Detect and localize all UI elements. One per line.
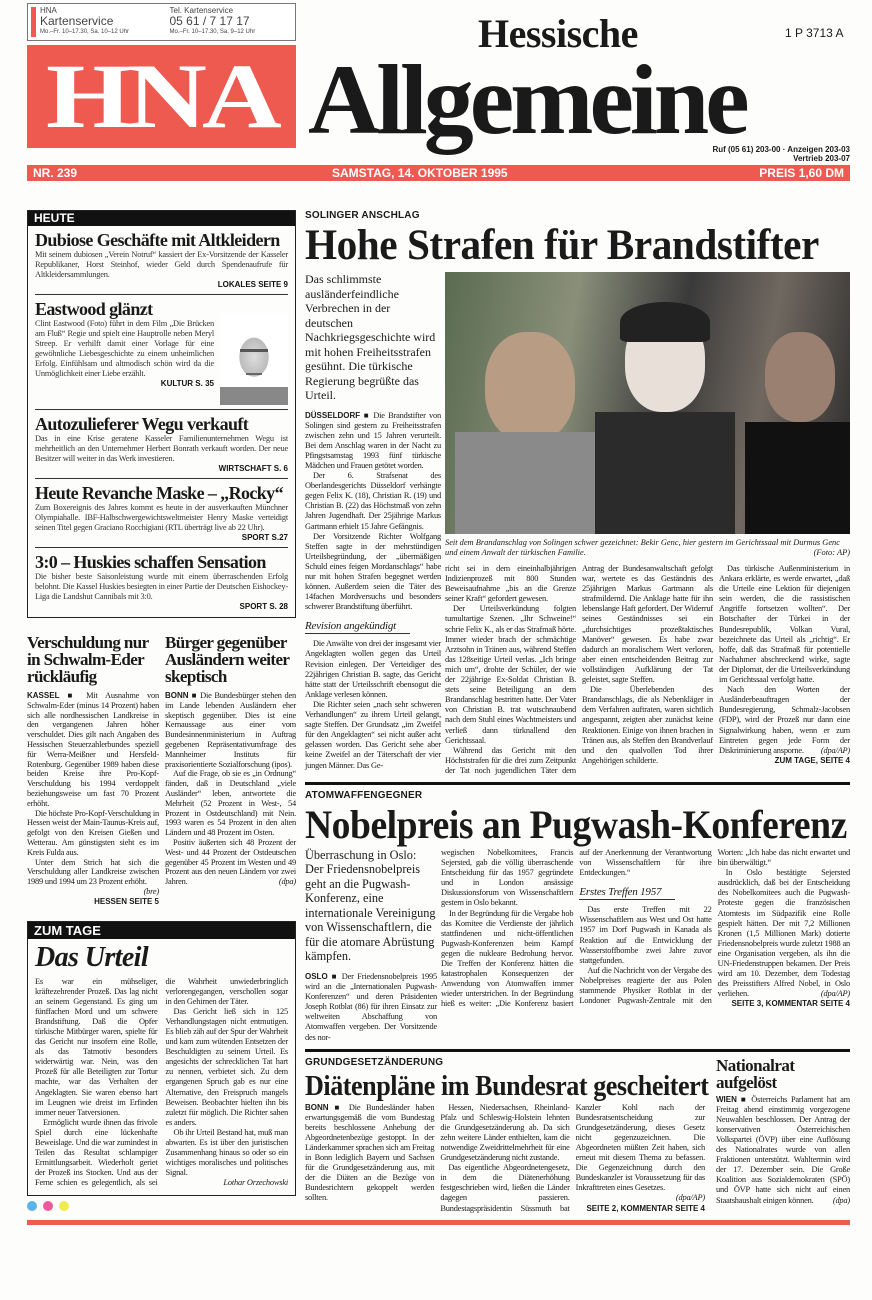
paragraph (579, 905, 711, 966)
dateline: OSLO ■ (305, 971, 339, 981)
kartenservice-sticker: HNA Kartenservice Mo.–Fr. 10–17.30, Sa. 10–12 Uhr Tel. Kartenservice 05 61 / 7 17 17 Mo.–Fr. 10–17.30, Sa. 9–12 Uhr (27, 3, 296, 41)
heute-label: HEUTE (28, 211, 295, 226)
paragraph-text: Der Urteilsverkündung folgten tumultartige Szenen. „Ihr Schweine!“ schrie Felix K., als er das Strafmaß hörte. Immer wieder brach der schmächtige Arztsohn in Tränen aus, während Steffen das 128seitige Urteil verlas. „Ich bringe mich um“, drohte der Schüler, der wie der 22jährige Ex-Soldat Christian B. stets seine Beteiligung an dem Brandanschlag bestritten hatte. Der Vater von Christian B. trat wutschnaubend nach dem Stuhl eines Wachtmeisters und verließ dann türknallend den Gerichtssaal. (445, 604, 576, 745)
source-credit: (dpa) (832, 1195, 850, 1205)
zum-tage-label: ZUM TAGE (28, 922, 295, 939)
paragraph-text: Die Richter seien „nach sehr schweren Verhandlungen“ zu ihrem Urteil gelangt, sagte Steffen. Der Grundsatz „im Zweifel für den Angeklagten“ sei nicht außer acht gelassen worden. Das Gericht sehe aber keine Zweifel an der Täterschaft der vier jungen Männer. Das Ge- (305, 699, 441, 770)
paragraph (582, 685, 713, 766)
right-column (305, 206, 850, 1214)
price: PREIS 1,60 DM (759, 166, 844, 180)
paragraph-text: Mit Ausnahme von Schwalm-Eder (minus 14 Prozent) haben sich alle nordhessischen Landkreise in den vergangenen Jahren höher verschuldet. Dies gilt nach Angaben des Hessischen Steuerzahlerbundes speziell für Werra-Meißner und Hersfeld-Rotenburg. Gegenüber 1989 haben diese beiden Kreise ihre Pro-Kopf-Verschuldung bis 1994 verdoppelt beziehungsweise um fast 70 Prozent erhöht. (27, 691, 159, 808)
paragraph-text: Die Brandstifter von Solingen sind gestern zu Freiheitsstrafen zwischen zehn und 15 Jahren verurteilt. Bei dem Anschlag waren in der Nacht zu Pfingstsamstag 1993 fünf türkische Mädchen und Frauen getötet worden. (305, 410, 441, 470)
teaser-item[interactable]: Eastwood glänzt Clint Eastwood (Foto) führt in dem Film „Die Brücken am Fluß“ Regie und spielt eine Hauptrolle neben Meryl Streep. Er verhilft damit einer Vorlage für eine gewöhnliche Liebesgeschichte zu einem unheimlichen Erfolg. Einfühlsam und altmodisch schön wird da die Unmöglichkeit einer Liebe erzählt. KULTUR S. 35 (35, 299, 288, 405)
date-bar (27, 165, 850, 181)
paragraph (165, 769, 296, 838)
page-content (27, 206, 850, 1225)
teaser-item[interactable]: Heute Revanche Maske – „Rocky“ Zum Boxereignis des Jahres kommt es heute in der ausverkauften Münchner Olympiahalle. IBF-Halbschwergewichtsweltmeister Henry Maske verteidigt seinen Titel gegen Graciano Rocchigiani (RTL überträgt live ab 22 Uhr). SPORT S.27 (35, 483, 288, 542)
diaeten-kicker: GRUNDGESETZÄNDERUNG (305, 1056, 444, 1068)
subheading: Revision angekündigt (305, 619, 410, 634)
paragraph (716, 1095, 850, 1206)
paragraph (27, 809, 159, 858)
paragraph-text: Die Anwälte von drei der insgesamt vier Angeklagten wollen gegen das Urteil Revision einlegen. Der Verteidiger des 22jährigen Christian B. sagte, das Gericht hätte statt der Urteilsschrift ebensogut die Anklage verlesen können. (305, 639, 441, 699)
paragraph (305, 411, 441, 472)
author: Lothar Orzechowski (223, 1178, 288, 1188)
diaeten-body (305, 1103, 705, 1214)
divider (305, 1049, 850, 1052)
diaeten-headline[interactable]: Diätenpläne im Bundesrat gescheitert (305, 1069, 709, 1102)
article-headline[interactable]: Verschuldung nur in Schwalm-Eder rückläufig (27, 633, 149, 686)
paragraph (305, 471, 441, 532)
paragraph-text: Auf die Nachricht von der Vergabe des Nobelpreises reagierte der aus Polen stammende Physiker Rotblat in der Londoner Pugwash-Zentrale mit den Worten: „Ich habe das nicht erwartet und bin überwältigt.“ (579, 847, 850, 1006)
article-verschuldung (27, 634, 159, 907)
source-credit: (dpa/AP) (820, 745, 850, 755)
paragraph (305, 532, 441, 613)
paragraph-text: Ermöglicht wurde ihnen das frivole Spiel durch eine lückenhafte Beweislage. Und die war zumindest in Teilen das Resultat schlampiger Ermittlungsarbeit. Wiederholt geriet der Prozeß ins Stocken. Und aus der Ferne schien es gelegentlich, als sei die Wahrheit unwiederbringlich verlorengegangen, verschollen sogar in den Gehirnen der Täter. (35, 976, 288, 1188)
paragraph-text: Das erste Treffen mit 22 Wissenschaftlern aus West und Ost hatte 1957 im Dorf Pugwash in Kanada als Reaktion auf die Entwicklung der Wasserstoffbombe zwei Jahre zuvor stattgefunden. (579, 905, 712, 965)
article-diaeten (305, 1056, 709, 1214)
paragraph (166, 1128, 289, 1178)
article-nationalrat (716, 1057, 850, 1206)
article-headline[interactable]: Nationalrat aufgelöst (716, 1055, 795, 1092)
page-reference: SEITE 2, KOMMENTAR SEITE 4 (586, 1203, 705, 1213)
paragraph (27, 858, 159, 897)
paragraph (576, 1193, 705, 1203)
paragraph (445, 604, 576, 745)
paragraph (305, 1103, 434, 1204)
dateline: KASSEL ■ (27, 691, 79, 700)
paragraph-text: Unter dem Strich hat sich die Verschuldung aller Landkreise zwischen 1989 und 1994 um 23 Prozent erhöht. (27, 857, 159, 887)
heute-box (27, 210, 296, 618)
article-headline[interactable]: Bürger gegenüber Ausländern weiter skeptisch (165, 633, 290, 686)
paragraph: Es war ein mühseliger, kräftezehrender Prozeß. Das lag nicht an seinem Gegenstand. Es ging um fünffachen Mord und um schwere Brandstiftung. Daß die Opfer türkische Mitbürger waren, spielte für das Gericht nur insofern eine Rolle, als das Tatmotiv besonders widerwärtig war. Nein, was den Prozeß für alle Beteiligten zur Tortur machte, war das Verhalten der Angeklagten. Sie waren ebenso hart im Leugnen wie dreist im Erfinden immer neuer Tatversionen. (35, 976, 158, 1117)
left-column (27, 206, 296, 1211)
paragraph (718, 868, 850, 999)
source-credit: (dpa/AP) (820, 989, 850, 999)
source-credit: (bre) (143, 886, 159, 896)
source-credit: (dpa) (278, 877, 296, 887)
page-reference: SEITE 3, KOMMENTAR SEITE 4 (731, 999, 850, 1009)
nobel-kicker: ATOMWAFFENGEGNER (305, 789, 423, 801)
main-article (305, 272, 850, 776)
paragraph-text: Der 6. Strafsenat des Oberlandesgerichts Düsseldorf verhängte gegen Felix K. (18), Christian R. (19) und Christian B. (22) das Höchstmaß von zehn Jahren Jugendhaft. Der 25jährige Markus Gartmann erhielt 15 Jahre Gefängnis. (305, 471, 441, 531)
main-body-cols (445, 564, 850, 776)
bottom-rule (27, 1220, 850, 1225)
paragraph-text: Nach den Worten der Ausländerbeauftragen der Bundesregierung, Schmalz-Jacobsen (FDP), wird der Prozeß nur dann eine Signalwirkung haben, wenn er zum Eintreten gegen jede Form der Diskriminierung ansporne. (719, 685, 850, 755)
paragraph: richt sei in dem eineinhalbjährigen Indizienprozeß mit 800 Stunden Beweisaufnahme „bis an die Grenze seiner Kraft“ gefordert gewesen. (445, 564, 576, 604)
paragraph-text: Hessen, Niedersachsen, Rheinland-Pfalz und Schleswig-Holstein lehnten die Grundgesetzänderung ab. Da sich zehn weitere Länder enthielten, kam die notwendige Zweidrittelmehrheit für eine Grundgesetzänderung nicht zustande. (440, 1102, 570, 1163)
paragraph (165, 691, 296, 769)
nobel-headline[interactable]: Nobelpreis an Pugwash-Konferenz (305, 801, 847, 847)
left-articles (27, 634, 296, 907)
paragraph (166, 1007, 289, 1128)
source-credit: (dpa/AP) (675, 1193, 705, 1203)
paragraph-text: Ob ihr Urteil Bestand hat, muß man abwarten. Es ist über den juristischen Zusammenhang hinaus so oder so ein wichtiges moralisches und politisches Signal. (165, 1127, 288, 1178)
dateline: DÜSSELDORF ■ (305, 410, 370, 420)
masthead-title-small: Hessische (478, 11, 638, 56)
print-registration-marks (27, 1201, 296, 1211)
paragraph-text: Die Überlebenden des Brandanschlags, die als Nebenkläger in dem Verfahren auftraten, waren sichtlich angespannt, zeigten aber zunächst keine Reaktionen. Einige von ihnen brachen in Tränen aus, als Steffen den Brandverlauf und den qualvollen Tod ihrer Angehörigen schilderte. (582, 685, 713, 765)
page-reference: ZUM TAGE, SEITE 4 (774, 755, 850, 765)
paragraph-text: Während das Gericht mit den Höchststrafen für die drei zum Zeitpunkt der Tat noch jugendlichen Täter dem Antrag der Bundesanwaltschaft gefolgt war, wertete es das Geständnis des 25jährigen Markus Gartmann als strafmildernd. Die Anklage hatte für ihn lebenslange Haft gefordert. Der Widerruf seines Geständnisses sei ein „durchsichtiges prozeßtaktisches Manöver“ gewesen. Es habe zwar dadurch an moralischem Wert verloren, aber einen entscheidenden Beitrag zur vollständigen Aufklärung der Tat geleistet, sagte Steffen. (445, 564, 713, 775)
paragraph (305, 700, 441, 771)
main-kicker: SOLINGER ANSCHLAG (305, 210, 420, 221)
dateline: BONN ■ (305, 1102, 344, 1112)
contact-info: Ruf (05 61) 203-00 · Anzeigen 203-03 Vertrieb 203-07 (712, 145, 850, 163)
nobel-article (305, 848, 850, 1043)
commentary-headline: Das Urteil (35, 941, 149, 973)
page-reference: HESSEN SEITE 5 (94, 896, 159, 906)
paragraph-text: Der Vorsitzende Richter Wolfgang Steffen sagte in der mehrstündigen Urteilsbegründung, der „übermäßigen Schuld eines feigen Mordanschlags“ habe nur mit hohen Strafen begegnet werden können. Außerdem seien die Täter des 14fachen Mordversuchs und besonders schwerer Brandstiftung überführt. (305, 531, 441, 612)
photo-credit: (Foto: AP) (813, 548, 850, 557)
paragraph-text: Die höchste Pro-Kopf-Verschuldung in Hessen weist der Main-Taunus-Kreis auf, gefolgt von den Kreisen Gießen und Wetterau. Am günstigsten sieht es im Kreis Fulda aus. (27, 808, 159, 857)
eastwood-photo (220, 313, 288, 405)
teaser-item[interactable]: Autozulieferer Wegu verkauft Das in eine Krise geratene Kasseler Familienunternehmen Wegu ist mehrheitlich an den Unternehmer Herbert Bonrath verkauft worden. Der neue Besitzer will weiter in das Werk investieren. WIRTSCHAFT S. 6 (35, 414, 288, 473)
paragraph-text: In der Begründung für die Vergabe hob das Komitee die Verdienste der jährlich stattfindenen und nicht-öffentlichen Pugwash-Konferenzen beim Kampf gegen die nukleare Bedrohung hervor. Die Treffen der Konferenz hätten die katastrophalen Konsequenzen der Anwendung von Atomwaffen immer wieder unterstrichen. In der Begründung hieß es weiter: „Die Konferenz basiert auf der Anerkennung der Verantwortung von Wissenschaftlern für ihre Entdeckungen.“ (441, 847, 712, 1009)
main-photo (445, 272, 850, 534)
paragraph-text: Das eigentliche Abgeordnetengesetz, in dem die Diätenerhöhung festgeschrieben wird, ließen die Länder dagegen passieren. Bundestagspräsidentin Süssmuth bat Kanzler Kohl nach der Bundesratsentscheidung zur Grundgesetzänderung, dieses Gesetz nicht gegenzuzeichnen. Die Abgeordneten müßten Zeit haben, sich erneut mit diesem Thema zu befassen. Die Gegenzeichnung durch den Bundeskanzler ist Voraussetzung für das Inkrafttreten eines Gesetzes. (440, 1102, 705, 1213)
nobel-body-col1 (305, 972, 437, 1043)
paragraph (165, 838, 296, 887)
issue-number: NR. 239 (33, 166, 78, 180)
dateline: WIEN ■ (716, 1094, 748, 1104)
bottom-articles (305, 1057, 850, 1214)
paragraph-text: Die Bundesländer haben erwartungsgemäß die vom Bundestag bereits beschlossene Anhebung der Abgeordnetenbezüge gestoppt. In der Länderkammer sprachen sich am Freitag in Bonn lediglich Bayern und Sachsen für die Grundgesetzänderung aus, mit der die Diäten an die Bezüge von Bundesrichtern gekoppelt werden sollten. (305, 1102, 435, 1203)
teaser-item[interactable]: Dubiose Geschäfte mit Altkleidern Mit seinem dubiosen „Verein Notruf“ kassiert der Ex-Vorsitzende der Kasseler Republikaner, Horst Steinhof, wieder Geld durch Spendenaufrufe für Altkleidersammlungen. LOKALES SEITE 9 (35, 230, 288, 289)
masthead-title-large: Allgemeine (308, 44, 746, 155)
subheading: Erstes Treffen 1957 (579, 885, 675, 900)
paragraph: wegischen Nobelkomitees, Francis Sejersted, gab die völlig überraschende Entscheidung für das 1957 gegründete und in London ansässige Diskussionsforum von Wissenschaftlern gestern in Oslo bekannt. (441, 847, 574, 908)
paragraph-text: Das türkische Außenministerium in Ankara erklärte, es werde erwartet, „daß die Urteile eine Lektion für diejenigen sein werden, die die rassistischen Angriffe fortsetzen wollten“. Der Botschafter der Türkei in der Bundesrepublik, Volkan Vural, bezeichnete das Urteil als „richtig“. Er hoffe, daß das Strafmaß für potentielle Nachahmer abschreckend wirke, sagte der Diplomat, der die Urteilsverkündung im Gerichtssaal verfolgt hatte. (719, 564, 850, 685)
nobel-lede: Überraschung in Oslo: Der Friedensnobelpreis geht an die Pugwash-Konferenz, eine internationale Vereinigung von Wissenschaftlern, die für die atomare Abrüstung kämpfen. (305, 847, 436, 964)
paragraph-text: Der Friedensnobelpreis 1995 wird an die „Internationalen Pugwash-Konferenzen“ und deren Präsidenten Joseph Rotblat (86) für ihren Einsatz zur weltweiten Abschaffung von Atomwaffen vergeben. Der Vorsitzende des nor- (305, 971, 437, 1042)
paragraph-text: Positiv äußerten sich 48 Prozent der West- und 44 Prozent der Ostdeutschen gegenüber 45 Prozent im Westen und 49 Prozent aus den neuen Ländern vor zwei Jahren. (165, 837, 296, 887)
issue-date: SAMSTAG, 14. OKTOBER 1995 (332, 166, 508, 180)
paragraph (305, 972, 437, 1043)
paragraph-text: Österreichs Parlament hat am Freitag abend einstimmig vorgezogene Neuwahlen beschlossen. Der Antrag der konservativen Österreichischen Volkspartei (ÖVP) über eine Auflösung des Nationalrates wurde von allen Fraktionen unterstützt. Wahltermin wird der 17. Dezember sein. Die Große Koalition aus Sozialdemokraten (SPÖ) und ÖVP hatte sich nicht auf einen Staatshaushalt einigen können. (716, 1094, 850, 1205)
paragraph-text: In Oslo bestätigte Sejersted ausdrücklich, daß bei der Entscheidung des Nobelkomitees auch die Pugwash-Proteste gegen die französischen Atomtests im Südpazifik eine Rolle gespielt hätten. Der mit 7,2 Millionen Kronen (1,5 Millionen Mark) dotierte Friedensnobelpreis wurde zuletzt 1988 an eine Organisation vergeben, als ihn die UN-Friedenstruppen bekamen. Der Preis wird am 10. Dezember, dem Todestag des Preisstifters Alfred Nobel, in Oslo verliehen. (717, 868, 850, 999)
paragraph (305, 639, 441, 700)
paragraph (440, 1103, 569, 1164)
main-lede: Das schlimmste ausländerfeindliche Verbrechen in der deutschen Nachkriegsgeschichte wird mit hohen Freiheitsstrafen gesühnt. Die türkische Regierung begrüßte das Urteil. (305, 272, 436, 402)
divider (305, 782, 850, 785)
paragraph (719, 685, 850, 756)
paragraph-text: Das Gericht ließ sich in 125 Verhandlungstagen nicht entmutigen. Es blieb zäh auf der Spur der Wahrheit und kam zum wütenden Entsetzen der Beschuldigten zu seinem Urteil. Es angesichts der schrecklichen Tat hart zu nennen, verbietet sich. Zu dem ergangenen Spruch gab es nur eine Alternative, den Freispruch mangels Beweisen. Beobachter hielten ihn bis zuletzt für möglich. Die Richter sahen es anders. (165, 1006, 288, 1127)
zum-tage-box (27, 921, 296, 1196)
main-body-col1 (305, 411, 441, 771)
dateline: BONN ■ (165, 691, 198, 700)
photo-caption: Seit dem Brandanschlag von Solingen schwer gezeichnet: Bekir Genc, hier gestern im Gerichtssaal mit Durmus Genc und einem Anwalt der türkischen Familie. (Foto: AP) (445, 538, 850, 557)
hna-logo: HNA (27, 45, 296, 148)
paragraph (719, 564, 850, 685)
paragraph-text: Die Bundesbürger stehen den im Lande lebenden Ausländern eher skeptisch gegenüber. Dies ist eine Kernaussage aus einer vom Bundesinnenministerium in Auftrag gegebenen Repräsentativumfrage des Mannheimer Instituts für praxisorientierte Sozialforschung (ipos). (165, 691, 296, 769)
paragraph-text: Auf die Frage, ob sie es „in Ordnung“ fänden, daß in Deutschland „viele Ausländer“ leben, antwortete die Mehrheit (52 Prozent in West-, 54 Prozent in Ostdeutschland) mit Nein. 1993 waren es 54 Prozent in den alten Ländern und 48 Prozent im Osten. (165, 769, 296, 838)
teaser-item[interactable]: 3:0 – Huskies schaffen Sensation Die bisher beste Saisonleistung wurde mit einem überraschenden Erfolg belohnt. Die Kassel Huskies besiegten in einer Partie der Deutschen Eishockey-Liga die Landshut Cannibals mit 3:0. SPORT S. 28 (35, 552, 288, 611)
article-buerger (165, 634, 296, 907)
paragraph (27, 691, 159, 809)
nobel-body-cols (441, 848, 850, 1010)
main-headline[interactable]: Hohe Strafen für Brandstifter (305, 222, 819, 269)
edition-code: 1 P 3713 A (785, 26, 844, 40)
